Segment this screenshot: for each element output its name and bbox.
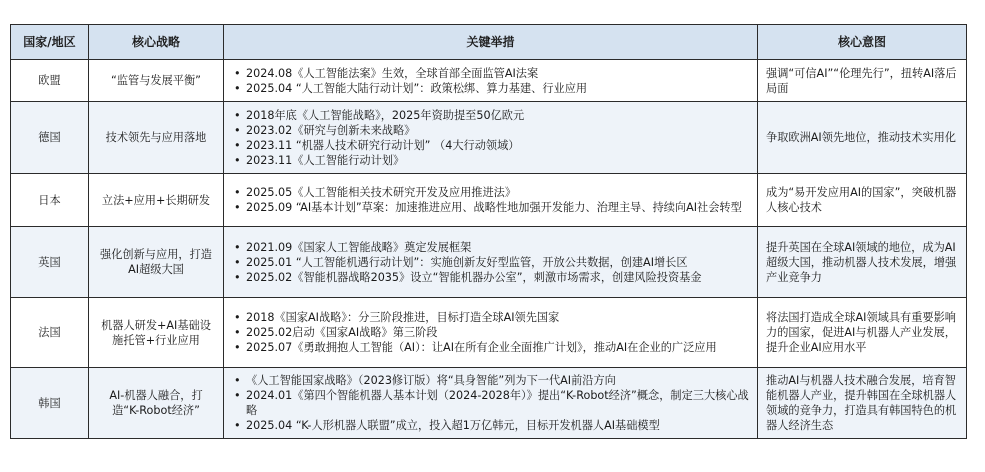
strategy-cell: 立法+应用+长期研发 xyxy=(89,174,224,227)
measure-item: • 2023.02《研究与创新未来战略》 xyxy=(232,123,749,138)
strategy-cell: 机器人研发+AI基础设施托管+行业应用 xyxy=(89,298,224,368)
measure-item: • 2025.09 “AI基本计划”草案：加速推进应用、战略性地加强开发能力、治理主导、持续向AI社会转型 xyxy=(232,200,749,215)
measures-cell xyxy=(224,368,758,439)
table-row-germany xyxy=(11,102,967,174)
measures-cell xyxy=(224,298,758,368)
measure-item: • 2025.07《勇敢拥抱人工智能（AI）：让AI在所有企业全面推广计划》，推动AI在企业的广泛应用 xyxy=(232,340,749,355)
measure-item: • 2023.11《人工智能行动计划》 xyxy=(232,153,749,168)
intent-cell: 争取欧洲AI领先地位，推动技术实用化 xyxy=(758,102,967,174)
intent-cell: 强调“可信AI”“伦理先行”，扭转AI落后局面 xyxy=(758,60,967,102)
measure-item: • 2025.04 “人工智能大陆行动计划”：政策松绑、算力基建、行业应用 xyxy=(232,81,749,96)
measure-item: • 2025.01 “人工智能机遇行动计划”：实施创新友好型监管，开放公共数据，创建AI增长区 xyxy=(232,255,749,270)
intent-cell: 成为“易开发应用AI的国家”，突破机器人核心技术 xyxy=(758,174,967,227)
policy-table xyxy=(10,24,967,439)
measure-item: • 2025.04 “K-人形机器人联盟”成立，投入超1万亿韩元，目标开发机器人AI基础模型 xyxy=(232,418,749,433)
measure-item: • 2024.08《人工智能法案》生效，全球首部全面监管AI法案 xyxy=(232,66,749,81)
measures-cell xyxy=(224,227,758,298)
measure-item: • 2021.09《国家人工智能战略》奠定发展框架 xyxy=(232,240,749,255)
measure-item: • 2025.02启动《国家AI战略》第三阶段 xyxy=(232,325,749,340)
strategy-cell: 强化创新与应用，打造AI超级大国 xyxy=(89,227,224,298)
measure-item: • 2023.11 “机器人技术研究行动计划” （4大行动领域） xyxy=(232,138,749,153)
intent-cell: 将法国打造成全球AI领域具有重要影响力的国家，促进AI与机器人产业发展，提升企业AI应用水平 xyxy=(758,298,967,368)
region-cell: 法国 xyxy=(11,298,89,368)
region-cell: 欧盟 xyxy=(11,60,89,102)
table-row-japan xyxy=(11,174,967,227)
header-measures: 关键举措 xyxy=(224,25,758,60)
intent-cell: 推动AI与机器人技术融合发展，培育智能机器人产业，提升韩国在全球机器人领域的竞争力，打造具有韩国特色的机器人经济生态 xyxy=(758,368,967,439)
measure-item: • 2025.05《人工智能相关技术研究开发及应用推进法》 xyxy=(232,185,749,200)
strategy-cell: 技术领先与应用落地 xyxy=(89,102,224,174)
table-row-uk xyxy=(11,227,967,298)
measure-item: • 2024.01《第四个智能机器人基本计划（2024-2028年）》提出“K-Robot经济”概念，制定三大核心战略 xyxy=(232,388,749,418)
region-cell: 德国 xyxy=(11,102,89,174)
measures-cell xyxy=(224,102,758,174)
policy-table-container xyxy=(10,24,966,439)
header-region: 国家/地区 xyxy=(11,25,89,60)
measures-cell xyxy=(224,174,758,227)
region-cell: 日本 xyxy=(11,174,89,227)
strategy-cell: AI-机器人融合，打造“K-Robot经济” xyxy=(89,368,224,439)
header-strategy: 核心战略 xyxy=(89,25,224,60)
measures-cell xyxy=(224,60,758,102)
region-cell: 英国 xyxy=(11,227,89,298)
table-row-france xyxy=(11,298,967,368)
region-cell: 韩国 xyxy=(11,368,89,439)
header-row xyxy=(11,25,967,60)
measure-item: • 2018《国家AI战略》：分三阶段推进，目标打造全球AI领先国家 xyxy=(232,310,749,325)
table-row-eu xyxy=(11,60,967,102)
intent-cell: 提升英国在全球AI领域的地位，成为AI超级大国，推动机器人技术发展，增强产业竞争力 xyxy=(758,227,967,298)
measure-item: • 2025.02《智能机器战略2035》设立“智能机器办公室”，刺激市场需求，创建风险投资基金 xyxy=(232,270,749,285)
measure-item: • 2018年底《人工智能战略》，2025年资助提至50亿欧元 xyxy=(232,108,749,123)
strategy-cell: “监管与发展平衡” xyxy=(89,60,224,102)
header-intent: 核心意图 xyxy=(758,25,967,60)
table-row-korea xyxy=(11,368,967,439)
measure-item: • 《人工智能国家战略》（2023修订版）将“具身智能”列为下一代AI前沿方向 xyxy=(232,373,749,388)
